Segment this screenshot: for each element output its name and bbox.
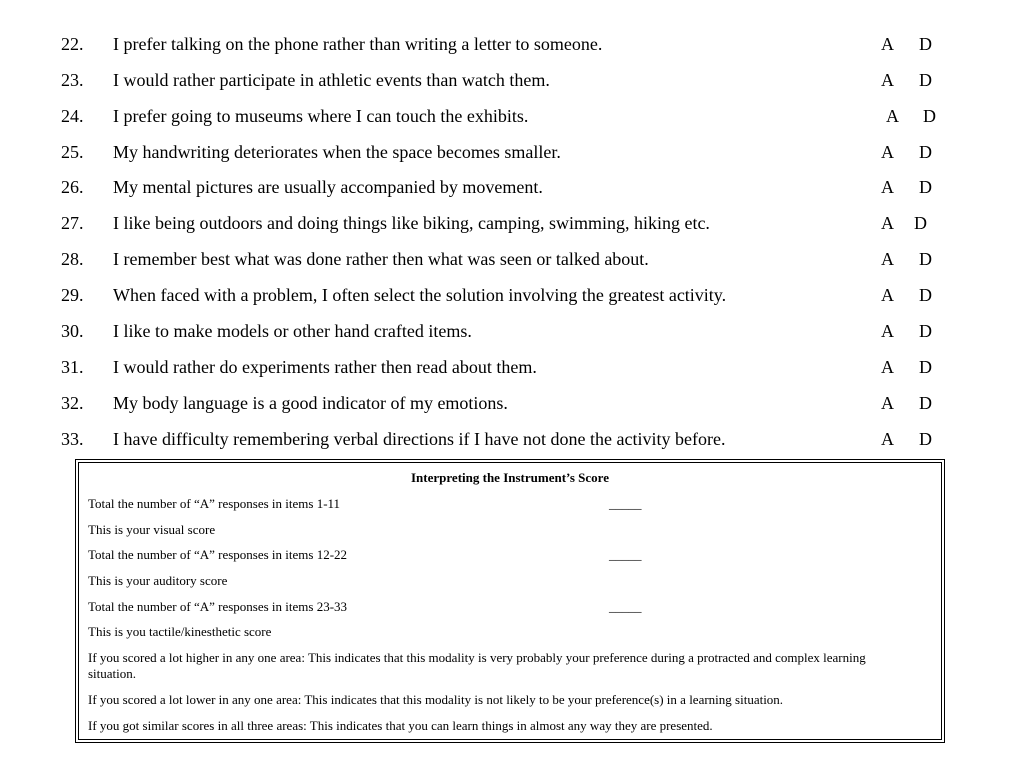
- agree-option[interactable]: A: [881, 285, 894, 305]
- agree-option[interactable]: A: [881, 249, 894, 269]
- question-item: [0, 175, 1024, 199]
- score-interpretation-box: [75, 459, 945, 743]
- auditory-total-row: [88, 547, 903, 563]
- question-item: [0, 68, 1024, 92]
- question-number: 28.: [61, 249, 84, 269]
- agree-option[interactable]: A: [881, 213, 894, 233]
- agree-option[interactable]: A: [881, 70, 894, 90]
- visual-total-label: Total the number of “A” responses in items 1-11: [88, 496, 341, 511]
- question-text: I have difficulty remembering verbal directions if I have not done the activity before.: [113, 429, 726, 449]
- question-number: 26.: [61, 177, 84, 197]
- auditory-score-blank[interactable]: _____: [609, 547, 642, 562]
- question-item: [0, 283, 1024, 307]
- question-number: 32.: [61, 393, 84, 413]
- question-text: I like being outdoors and doing things like biking, camping, swimming, hiking etc.: [113, 213, 710, 233]
- disagree-option[interactable]: D: [919, 285, 932, 305]
- question-item: [0, 104, 1024, 128]
- question-text: I prefer talking on the phone rather than writing a letter to someone.: [113, 34, 603, 54]
- agree-option[interactable]: A: [881, 177, 894, 197]
- agree-option[interactable]: A: [881, 429, 894, 449]
- question-number: 31.: [61, 357, 84, 377]
- higher-score-note: If you scored a lot higher in any one area: This indicates that this modality is very probably your preference during a protracted and complex learning situation.: [88, 650, 866, 681]
- visual-score-label: This is your visual score: [88, 522, 216, 537]
- tactile-score-blank[interactable]: _____: [609, 599, 642, 614]
- disagree-option[interactable]: D: [919, 357, 932, 377]
- question-text: My body language is a good indicator of my emotions.: [113, 393, 508, 413]
- tactile-total-label: Total the number of “A” responses in items 23-33: [88, 599, 348, 614]
- disagree-option[interactable]: D: [919, 429, 932, 449]
- question-text: I would rather do experiments rather then read about them.: [113, 357, 537, 377]
- question-number: 22.: [61, 34, 84, 54]
- tactile-total-row: [88, 599, 903, 615]
- question-item: [0, 140, 1024, 164]
- disagree-option[interactable]: D: [919, 321, 932, 341]
- disagree-option[interactable]: D: [919, 249, 932, 269]
- visual-score-blank[interactable]: _____: [609, 496, 642, 511]
- disagree-option[interactable]: D: [919, 177, 932, 197]
- question-item: [0, 391, 1024, 415]
- agree-option[interactable]: A: [881, 393, 894, 413]
- question-number: 30.: [61, 321, 84, 341]
- question-number: 33.: [61, 429, 84, 449]
- disagree-option[interactable]: D: [914, 213, 927, 233]
- question-text: I like to make models or other hand crafted items.: [113, 321, 472, 341]
- auditory-total-label: Total the number of “A” responses in items 12-22: [88, 547, 348, 562]
- question-text: My mental pictures are usually accompanied by movement.: [113, 177, 543, 197]
- lower-score-note: If you scored a lot lower in any one area: This indicates that this modality is not likely to be your preference(s) in a learning situation.: [88, 692, 784, 707]
- question-item: [0, 211, 1024, 235]
- question-item: [0, 247, 1024, 271]
- agree-option[interactable]: A: [881, 357, 894, 377]
- auditory-score-label: This is your auditory score: [88, 573, 228, 588]
- similar-score-note: If you got similar scores in all three areas: This indicates that you can learn things in almost any way they are presented.: [88, 718, 713, 733]
- question-item: [0, 319, 1024, 343]
- agree-option[interactable]: A: [881, 321, 894, 341]
- agree-option[interactable]: A: [881, 142, 894, 162]
- question-text: I prefer going to museums where I can touch the exhibits.: [113, 106, 529, 126]
- agree-option[interactable]: A: [881, 34, 894, 54]
- disagree-option[interactable]: D: [919, 393, 932, 413]
- disagree-option[interactable]: D: [919, 34, 932, 54]
- question-text: I would rather participate in athletic events than watch them.: [113, 70, 550, 90]
- question-number: 24.: [61, 106, 84, 126]
- question-text: I remember best what was done rather then what was seen or talked about.: [113, 249, 649, 269]
- tactile-score-label: This is you tactile/kinesthetic score: [88, 624, 272, 639]
- question-number: 27.: [61, 213, 84, 233]
- score-box-title: Interpreting the Instrument’s Score: [411, 470, 609, 485]
- question-item: [0, 355, 1024, 379]
- question-item: [0, 32, 1024, 56]
- disagree-option[interactable]: D: [919, 70, 932, 90]
- question-number: 25.: [61, 142, 84, 162]
- disagree-option[interactable]: D: [919, 142, 932, 162]
- question-item: [0, 427, 1024, 451]
- score-interpretation-inner: [78, 462, 942, 740]
- question-number: 29.: [61, 285, 84, 305]
- disagree-option[interactable]: D: [923, 106, 936, 126]
- visual-total-row: [88, 496, 903, 512]
- agree-option[interactable]: A: [886, 106, 899, 126]
- question-number: 23.: [61, 70, 84, 90]
- question-text: My handwriting deteriorates when the space becomes smaller.: [113, 142, 561, 162]
- question-text: When faced with a problem, I often select the solution involving the greatest activity.: [113, 285, 727, 305]
